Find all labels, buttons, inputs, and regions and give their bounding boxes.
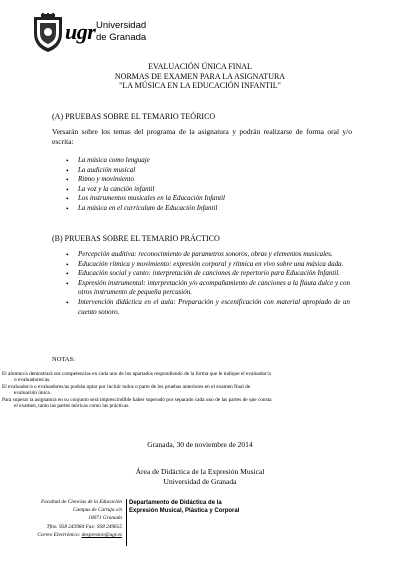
note-line: Para superar la asignatura en su conjunto será imprescindible haber superado por separado cada uno de las partes de que consta <box>2 396 272 403</box>
section-a-heading: (A) PRUEBAS SOBRE EL TEMARIO TEÓRICO <box>52 112 216 121</box>
list-item: • Expresión instrumental: interpretación y/o acompañamiento de canciones a la flauta dulce y con otros instrumento de pequeña percusión. <box>64 279 350 298</box>
university-name <box>96 20 146 44</box>
title-line-2: NORMAS DE EXAMEN PARA LA ASIGNATURA <box>114 71 286 81</box>
note-line: evaluación única. <box>14 390 52 397</box>
university-name-line2: de Granada <box>96 32 147 43</box>
contact-line: 18071 Granada <box>88 515 122 522</box>
list-item: • La voz y la canción infantil <box>64 185 344 195</box>
title-line-3: "LA MÚSICA EN LA EDUCACIÓN INFANTIL" <box>119 81 281 91</box>
document-date: Granada, 30 de noviembre de 2014 <box>147 440 253 449</box>
note-line: El evaluador/a o evaluadores/as podrán optar por incluir todos o parte de los pruebas anteriores en el examen final de <box>2 383 251 390</box>
note-item <box>2 397 394 410</box>
email-link[interactable]: dexpresion@ugr.es <box>81 531 122 538</box>
note-line: o evaluadores/as. <box>14 377 51 384</box>
list-item: • Los instrumentos musicales en la Educación Infantil <box>64 194 344 204</box>
list-item: • Percepción auditiva: reconocimiento de parametros sonoros, obras y elementos musicales. <box>64 250 350 260</box>
university-name-line1: Universidad <box>96 20 147 31</box>
notes-list <box>2 371 394 409</box>
list-item: • La música como lenguaje <box>64 156 344 166</box>
list-item: • La música en el currículum de Educación Infantil <box>64 204 344 214</box>
granada-crest-icon <box>30 13 66 53</box>
list-item: • Educación social y canto: interpretación de canciones de repertorio para Educación Infantil. <box>64 269 350 279</box>
contact-line: Facultad de Ciencias de la Educación <box>40 499 122 505</box>
list-item: • La audición musical <box>64 166 344 176</box>
section-a-list <box>64 156 344 214</box>
section-a-intro: Versarán sobre los temas del programa de la asignatura y podrán realizarse de forma oral y/o escrita: <box>52 127 352 146</box>
contact-line: Tfno. 958 243984 Fax: 958 249655 <box>46 523 122 530</box>
contact-email-line <box>4 531 122 539</box>
note-item <box>2 384 394 397</box>
note-item <box>2 371 394 384</box>
footer-dept-line-2: Expresión Musical, Plástica y Corporal <box>129 507 240 514</box>
document-title <box>0 62 400 91</box>
signature-line-2: Universidad de Granada <box>163 476 237 486</box>
signature-block <box>0 467 400 486</box>
list-item: • Ritmo y movimiento <box>64 175 344 185</box>
note-line: El alumno/a demostrará sus competencias en cada uno de los apartados respondiendo de la forma que le indique el evaluador/a <box>2 371 271 377</box>
logo-wordmark: ugr <box>65 19 96 44</box>
footer-dept-line-1: Departamento de Didáctica de la <box>129 500 222 506</box>
footer-department <box>129 500 239 515</box>
list-item: • Intervención didáctica en el aula: Preparación y escenificación con material apropiado de un cuento sonoro. <box>64 298 350 317</box>
notes-heading: NOTAS: <box>52 356 75 363</box>
footer-divider <box>126 499 127 546</box>
email-label: Correo Electrónico: <box>37 531 81 538</box>
section-b-heading: (B) PRUEBAS SOBRE EL TEMARIO PRÁCTICO <box>52 234 220 243</box>
title-line-1: EVALUACIÓN ÚNICA FINAL <box>148 62 252 71</box>
contact-line: Campus de Cartuja s/n <box>72 507 122 514</box>
signature-line-1: Área de Didáctica de la Expresión Musical <box>135 467 265 476</box>
section-b-list <box>64 250 350 317</box>
note-line: el examen, tanto las partes teóricas como las prácticas. <box>14 403 130 410</box>
list-item: • Educación rítmica y movimiento: expresión corporal y rítmica en vivo sobre una música dada. <box>64 260 350 270</box>
footer-contact <box>4 498 122 539</box>
